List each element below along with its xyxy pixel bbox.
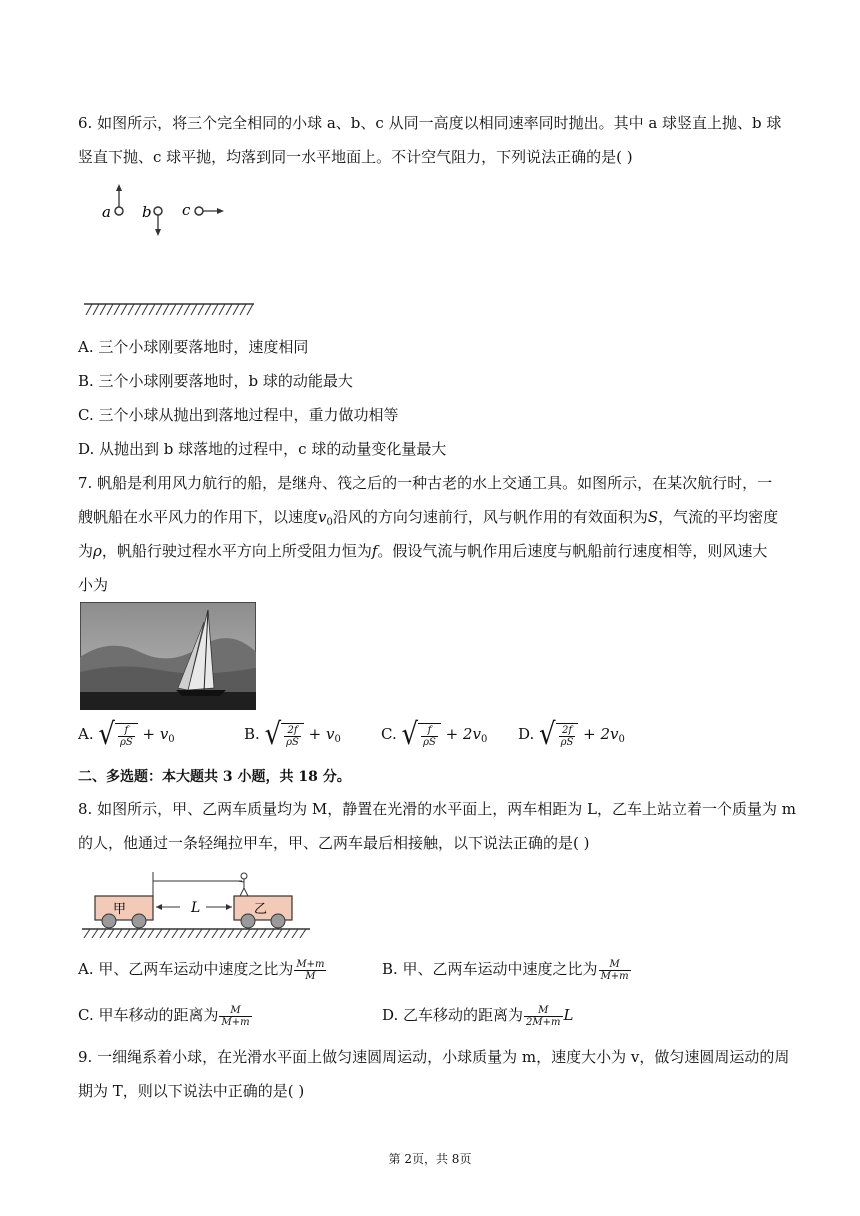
cart1-label: 甲	[113, 902, 127, 917]
q7-option-b: B. √ $\frac{2f}{\rho S}$ + $v_0$	[244, 717, 341, 753]
q8-option-b: B. 甲、乙两车运动中速度之比为 $\frac{M}{M+m}$	[382, 958, 629, 982]
q6-option-c: C. 三个小球从抛出到落地过程中，重力做功相等	[78, 406, 399, 424]
q8-option-d: D. 乙车移动的距离为 $\frac{M}{2M+m}$ L	[382, 1004, 574, 1028]
q8-option-c: C. 甲车移动的距离为 $\frac{M}{M+m}$	[78, 1004, 250, 1028]
q7-option-a: A. √ $\frac{f}{\rho S}$ + $v_0$	[78, 717, 175, 753]
q6-option-a: A. 三个小球刚要落地时，速度相同	[78, 338, 309, 356]
label-a: a	[102, 203, 111, 221]
q8-line2: 的人，他通过一条轻绳拉甲车，甲、乙两车最后相接触，以下说法正确的是( )	[78, 834, 590, 852]
q8-line1: 8. 如图所示，甲、乙两车质量均为 M，静置在光滑的水平面上，两车相距为 L，乙车上站立着一个质量为 m	[78, 800, 796, 818]
cart2-label: 乙	[254, 902, 268, 917]
q8-carts-figure	[82, 872, 312, 940]
ball-b-figure	[142, 203, 162, 236]
label-b: b	[142, 203, 152, 221]
q6-line2: 竖直下抛、c 球平抛，均落到同一水平地面上。不计空气阻力，下列说法正确的是( )	[78, 148, 633, 166]
q6-figure	[84, 180, 264, 320]
ball-a-figure	[102, 184, 123, 221]
q7-line3: 为ρ，帆船行驶过程水平方向上所受阻力恒为f。假设气流与帆作用后速度与帆船前行速度相等，则风速大	[78, 542, 768, 560]
q6-option-d: D. 从抛出到 b 球落地的过程中，c 球的动量变化量最大	[78, 440, 447, 458]
q9-line2: 期为 T，则以下说法中正确的是( )	[78, 1082, 305, 1100]
q7-option-c: C. √ $\frac{f}{\rho S}$ + $2v_0$	[381, 717, 488, 753]
q7-line2: 艘帆船在水平风力的作用下，以速度$v_0$沿风的方向匀速前行，风与帆作用的有效面积为S，气流的平均密度	[78, 508, 779, 528]
page-footer: 第 2页，共 8页	[388, 1152, 472, 1166]
q6-option-b: B. 三个小球刚要落地时，b 球的动能最大	[78, 372, 353, 390]
q8-option-a: A. 甲、乙两车运动中速度之比为 $\frac{M+m}{M}$	[78, 958, 325, 982]
q7-option-d: D. √ $\frac{2f}{\rho S}$ + $2v_0$	[518, 717, 625, 753]
q7-line1: 7. 帆船是利用风力航行的船，是继舟、筏之后的一种古老的水上交通工具。如图所示，在某次航行时，一	[78, 474, 773, 492]
q9-line1: 9. 一细绳系着小球，在光滑水平面上做匀速圆周运动，小球质量为 m，速度大小为 v，做匀速圆周运动的周	[78, 1048, 790, 1066]
sailboat-photo	[80, 602, 256, 710]
ball-c-figure	[182, 201, 224, 219]
q6-line1: 6. 如图所示，将三个完全相同的小球 a、b、c 从同一高度以相同速率同时抛出。其中 a 球竖直上抛、b 球	[78, 114, 782, 132]
label-c: c	[182, 201, 191, 219]
section-heading-multi-choice: 二、多选题：本大题共 3 小题，共 18 分。	[78, 769, 351, 785]
ground-hatched	[84, 304, 254, 315]
distance-label: L	[191, 900, 201, 916]
q7-line4: 小为	[78, 576, 109, 594]
